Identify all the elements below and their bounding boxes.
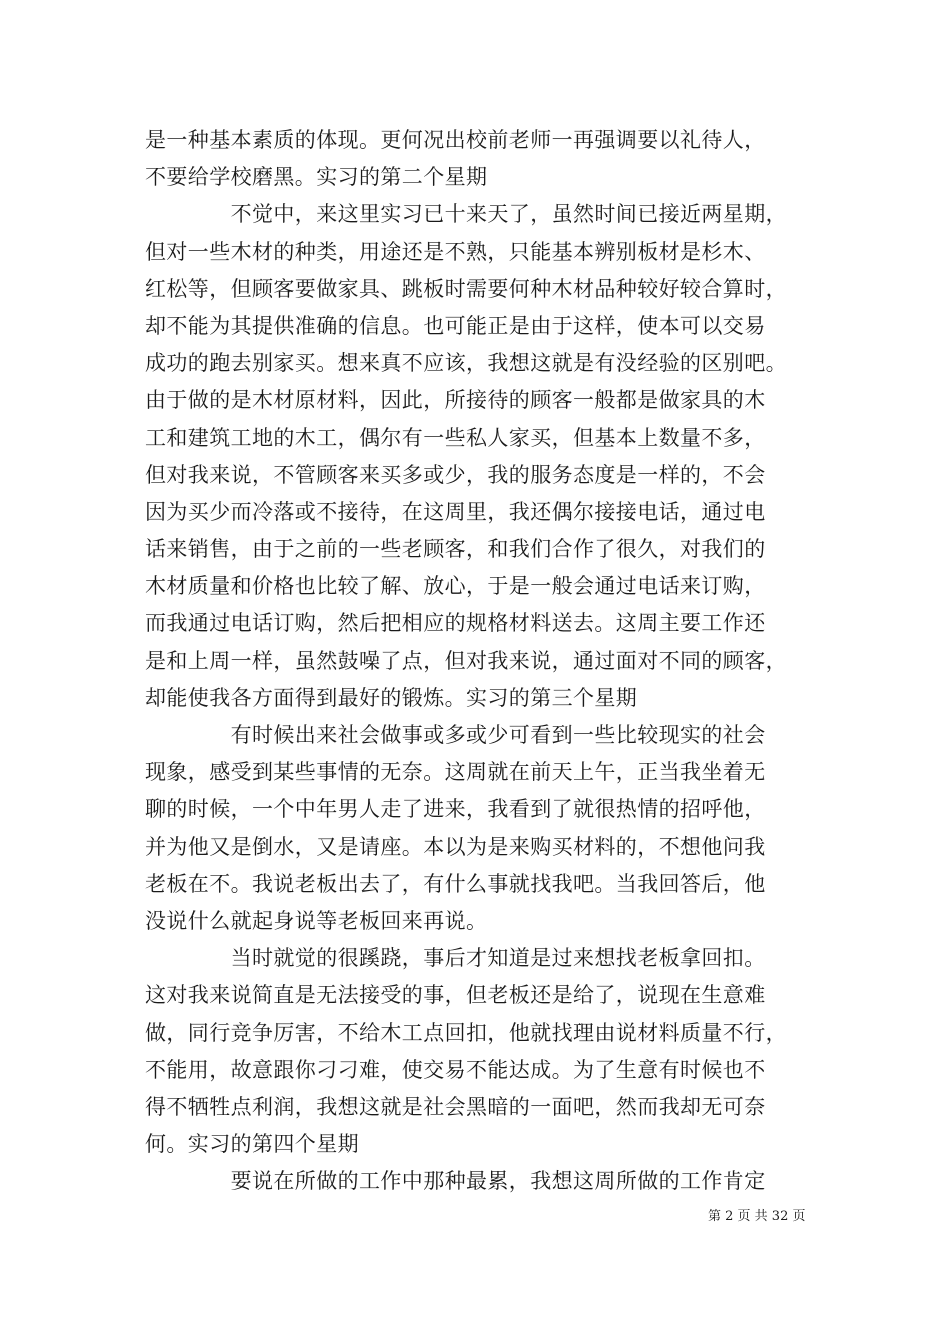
text-line: 是和上周一样，虽然鼓噪了点，但对我来说，通过面对不同的顾客， [145,648,787,673]
text-line: 却不能为其提供准确的信息。也可能正是由于这样，使本可以交易 [145,313,766,338]
text-line: 现象，感受到某些事情的无奈。这周就在前天上午，正当我坐着无 [145,760,766,785]
text-line: 做，同行竞争厉害，不给木工点回扣，他就找理由说材料质量不行， [145,1020,787,1045]
text-line: 话来销售，由于之前的一些老顾客，和我们合作了很久，对我们的 [145,537,766,562]
text-line: 红松等，但顾客要做家具、跳板时需要何种木材品种较好较合算时， [145,276,787,301]
text-line: 有时候出来社会做事或多或少可看到一些比较现实的社会 [145,723,766,747]
text-line: 不要给学校磨黑。实习的第二个星期 [145,165,488,190]
text-line: 老板在不。我说老板出去了，有什么事就找我吧。当我回答后，他 [145,871,766,896]
page-number-footer: 第 2 页 共 32 页 [708,1209,806,1224]
text-line: 何。实习的第四个星期 [145,1132,359,1157]
text-line: 并为他又是倒水，又是请座。本以为是来购买材料的，不想他问我 [145,834,766,859]
text-line: 不能用，故意跟你刁刁难，使交易不能达成。为了生意有时候也不 [145,1057,766,1082]
text-line: 这对我来说简直是无法接受的事，但老板还是给了，说现在生意难 [145,983,766,1008]
text-line: 是一种基本素质的体现。更何况出校前老师一再强调要以礼待人， [145,128,766,152]
text-line: 聊的时候，一个中年男人走了进来，我看到了就很热情的招呼他， [145,797,766,822]
text-line: 却能使我各方面得到最好的锻炼。实习的第三个星期 [145,685,638,710]
text-line: 没说什么就起身说等老板回来再说。 [145,908,488,933]
text-line: 但对我来说，不管顾客来买多或少，我的服务态度是一样的，不会 [145,462,766,487]
text-line: 工和建筑工地的木工，偶尔有一些私人家买，但基本上数量不多， [145,425,766,450]
text-line: 因为买少而冷落或不接待，在这周里，我还偶尔接接电话，通过电 [145,499,766,524]
text-line: 当时就觉的很蹊跷，事后才知道是过来想找老板拿回扣。 [145,946,766,971]
text-line: 得不牺牲点利润，我想这就是社会黑暗的一面吧，然而我却无可奈 [145,1094,766,1119]
text-line: 但对一些木材的种类，用途还是不熟，只能基本辨别板材是杉木、 [145,239,766,264]
text-line: 成功的跑去别家买。想来真不应该，我想这就是有没经验的区别吧。 [145,351,787,376]
text-line: 不觉中，来这里实习已十来天了，虽然时间已接近两星期， [145,202,787,227]
text-line: 木材质量和价格也比较了解、放心，于是一般会通过电话来订购， [145,574,766,599]
text-line: 而我通过电话订购，然后把相应的规格材料送去。这周主要工作还 [145,611,766,636]
text-line: 由于做的是木材原材料，因此，所接待的顾客一般都是做家具的木 [145,388,766,413]
body-text [145,122,815,1200]
text-line: 要说在所做的工作中那种最累，我想这周所做的工作肯定 [145,1169,766,1194]
